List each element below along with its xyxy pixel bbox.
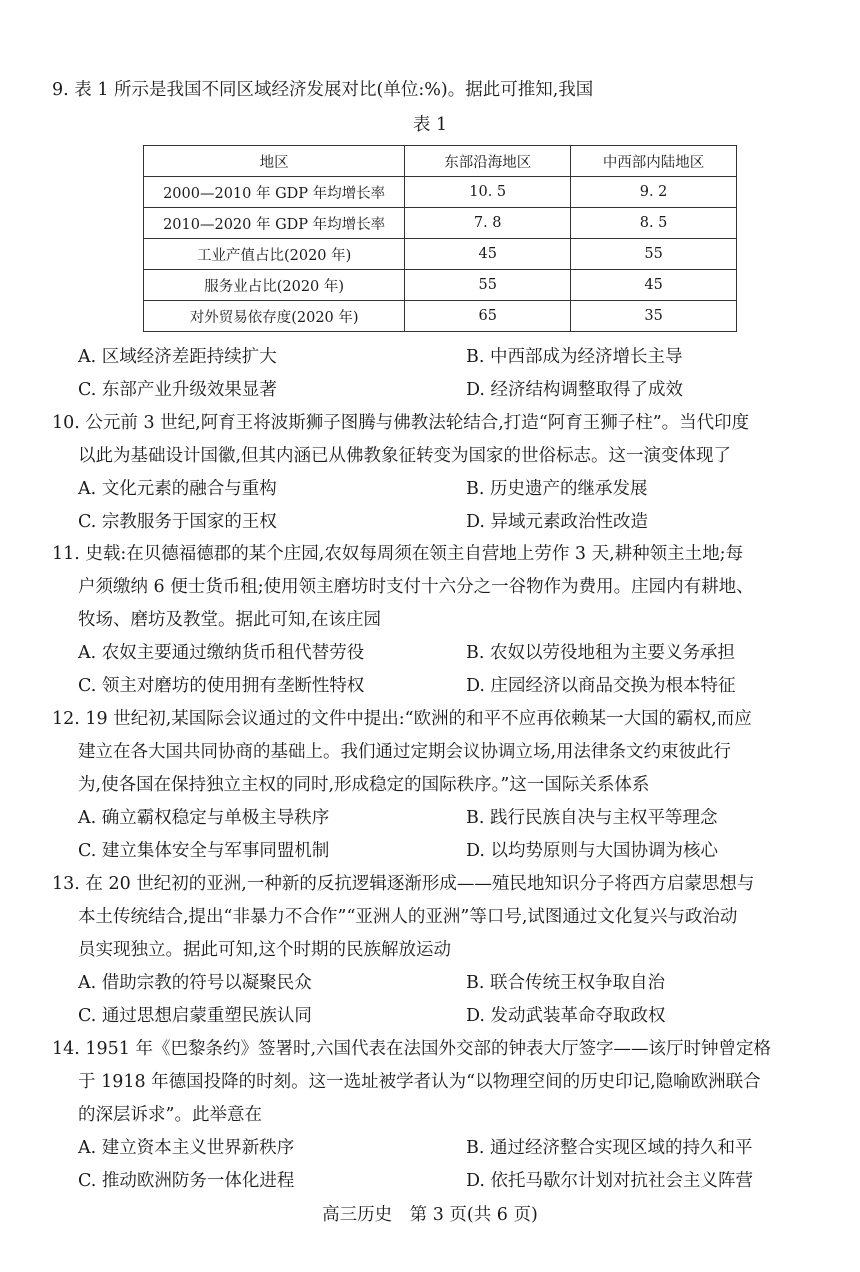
table-cell: 服务业占比(2020 年) [144, 270, 405, 301]
table-cell: 7. 8 [405, 208, 571, 239]
table-cell: 55 [571, 239, 737, 270]
q10-option-b: B. 历史遗产的继承发展 [466, 479, 648, 499]
q10-option-c: C. 宗教服务于国家的王权 [78, 512, 277, 532]
table-row [144, 208, 737, 239]
table-cell: 10. 5 [405, 177, 571, 208]
table-row [144, 239, 737, 270]
q11-option-a: A. 农奴主要通过缴纳货币租代替劳役 [78, 643, 365, 663]
q11-option-d: D. 庄园经济以商品交换为根本特征 [466, 676, 736, 696]
q13-option-a: A. 借助宗教的符号以凝聚民众 [78, 973, 312, 993]
table-row [144, 177, 737, 208]
q14-stem-line: 于 1918 年德国投降的时刻。这一选址被学者认为“以物理空间的历史印记,隐喻欧洲联合 [78, 1072, 761, 1092]
table-header-cell: 中西部内陆地区 [571, 146, 737, 177]
q10-stem-line: 以此为基础设计国徽,但其内涵已从佛教象征转变为国家的世俗标志。这一演变体现了 [78, 446, 732, 466]
q9-option-a: A. 区域经济差距持续扩大 [78, 347, 277, 367]
table-row [144, 301, 737, 332]
q14-option-c: C. 推动欧洲防务一体化进程 [78, 1171, 295, 1191]
table-cell: 45 [571, 270, 737, 301]
table-cell: 对外贸易依存度(2020 年) [144, 301, 405, 332]
table-cell: 工业产值占比(2020 年) [144, 239, 405, 270]
q14-option-d: D. 依托马歇尔计划对抗社会主义阵营 [466, 1171, 754, 1191]
table-header-cell: 地区 [144, 146, 405, 177]
table-cell: 65 [405, 301, 571, 332]
q14-option-b: B. 通过经济整合实现区域的持久和平 [466, 1138, 753, 1158]
q9-option-b: B. 中西部成为经济增长主导 [466, 347, 683, 367]
table-header-row [144, 146, 737, 177]
table-cell: 2010—2020 年 GDP 年均增长率 [144, 208, 405, 239]
economic-comparison-table [143, 145, 737, 332]
q14-option-a: A. 建立资本主义世界新秩序 [78, 1138, 295, 1158]
q12-option-c: C. 建立集体安全与军事同盟机制 [78, 841, 330, 861]
q12-option-a: A. 确立霸权稳定与单极主导秩序 [78, 808, 330, 828]
q12-stem-line: 为,使各国在保持独立主权的同时,形成稳定的国际秩序。”这一国际关系体系 [78, 775, 650, 795]
q12-option-d: D. 以均势原则与大国协调为核心 [466, 841, 719, 861]
table-cell: 55 [405, 270, 571, 301]
q11-option-b: B. 农奴以劳役地租为主要义务承担 [466, 643, 735, 663]
q13-stem-line: 员实现独立。据此可知,这个时期的民族解放运动 [78, 940, 452, 960]
q14-stem-line: 的深层诉求”。此举意在 [78, 1105, 262, 1125]
q11-stem-line: 户须缴纳 6 便士货币租;使用领主磨坊时支付十六分之一谷物作为费用。庄园内有耕地、 [78, 577, 754, 597]
q9-stem: 9. 表 1 所示是我国不同区域经济发展对比(单位:%)。据此可推知,我国 [52, 80, 594, 100]
q13-option-b: B. 联合传统王权争取自治 [466, 973, 665, 993]
page-footer: 高三历史 第 3 页(共 6 页) [322, 1205, 538, 1225]
table-header-cell: 东部沿海地区 [405, 146, 571, 177]
q10-stem-line: 10. 公元前 3 世纪,阿育王将波斯狮子图腾与佛教法轮结合,打造“阿育王狮子柱”。当代印度 [52, 413, 750, 433]
q13-option-d: D. 发动武装革命夺取政权 [466, 1006, 666, 1026]
q9-option-d: D. 经济结构调整取得了成效 [466, 380, 684, 400]
q14-stem-line: 14. 1951 年《巴黎条约》签署时,六国代表在法国外交部的钟表大厅签字——该厅时钟曾定格 [52, 1039, 772, 1059]
q10-option-a: A. 文化元素的融合与重构 [78, 479, 277, 499]
q11-stem-line: 牧场、磨坊及教堂。据此可知,在该庄园 [78, 610, 382, 630]
q9-option-c: C. 东部产业升级效果显著 [78, 380, 277, 400]
q12-stem-line: 建立在各大国共同协商的基础上。我们通过定期会议协调立场,用法律条文约束彼此行 [78, 742, 732, 762]
table-row [144, 270, 737, 301]
table-cell: 35 [571, 301, 737, 332]
q13-stem-line: 本土传统结合,提出“非暴力不合作”“亚洲人的亚洲”等口号,试图通过文化复兴与政治动 [78, 907, 738, 927]
table-cell: 45 [405, 239, 571, 270]
q13-option-c: C. 通过思想启蒙重塑民族认同 [78, 1006, 312, 1026]
q10-option-d: D. 异域元素政治性改造 [466, 512, 649, 532]
q12-stem-line: 12. 19 世纪初,某国际会议通过的文件中提出:“欧洲的和平不应再依赖某一大国的霸权,而应 [52, 709, 752, 729]
table-title: 表 1 [412, 115, 448, 135]
table-cell: 2000—2010 年 GDP 年均增长率 [144, 177, 405, 208]
q13-stem-line: 13. 在 20 世纪初的亚洲,一种新的反抗逻辑逐渐形成——殖民地知识分子将西方启蒙思想与 [52, 874, 755, 894]
q12-option-b: B. 践行民族自决与主权平等理念 [466, 808, 718, 828]
table-cell: 9. 2 [571, 177, 737, 208]
q11-stem-line: 11. 史载:在贝德福德郡的某个庄园,农奴每周须在领主自营地上劳作 3 天,耕种领主土地;每 [52, 544, 744, 564]
q11-option-c: C. 领主对磨坊的使用拥有垄断性特权 [78, 676, 365, 696]
table-cell: 8. 5 [571, 208, 737, 239]
